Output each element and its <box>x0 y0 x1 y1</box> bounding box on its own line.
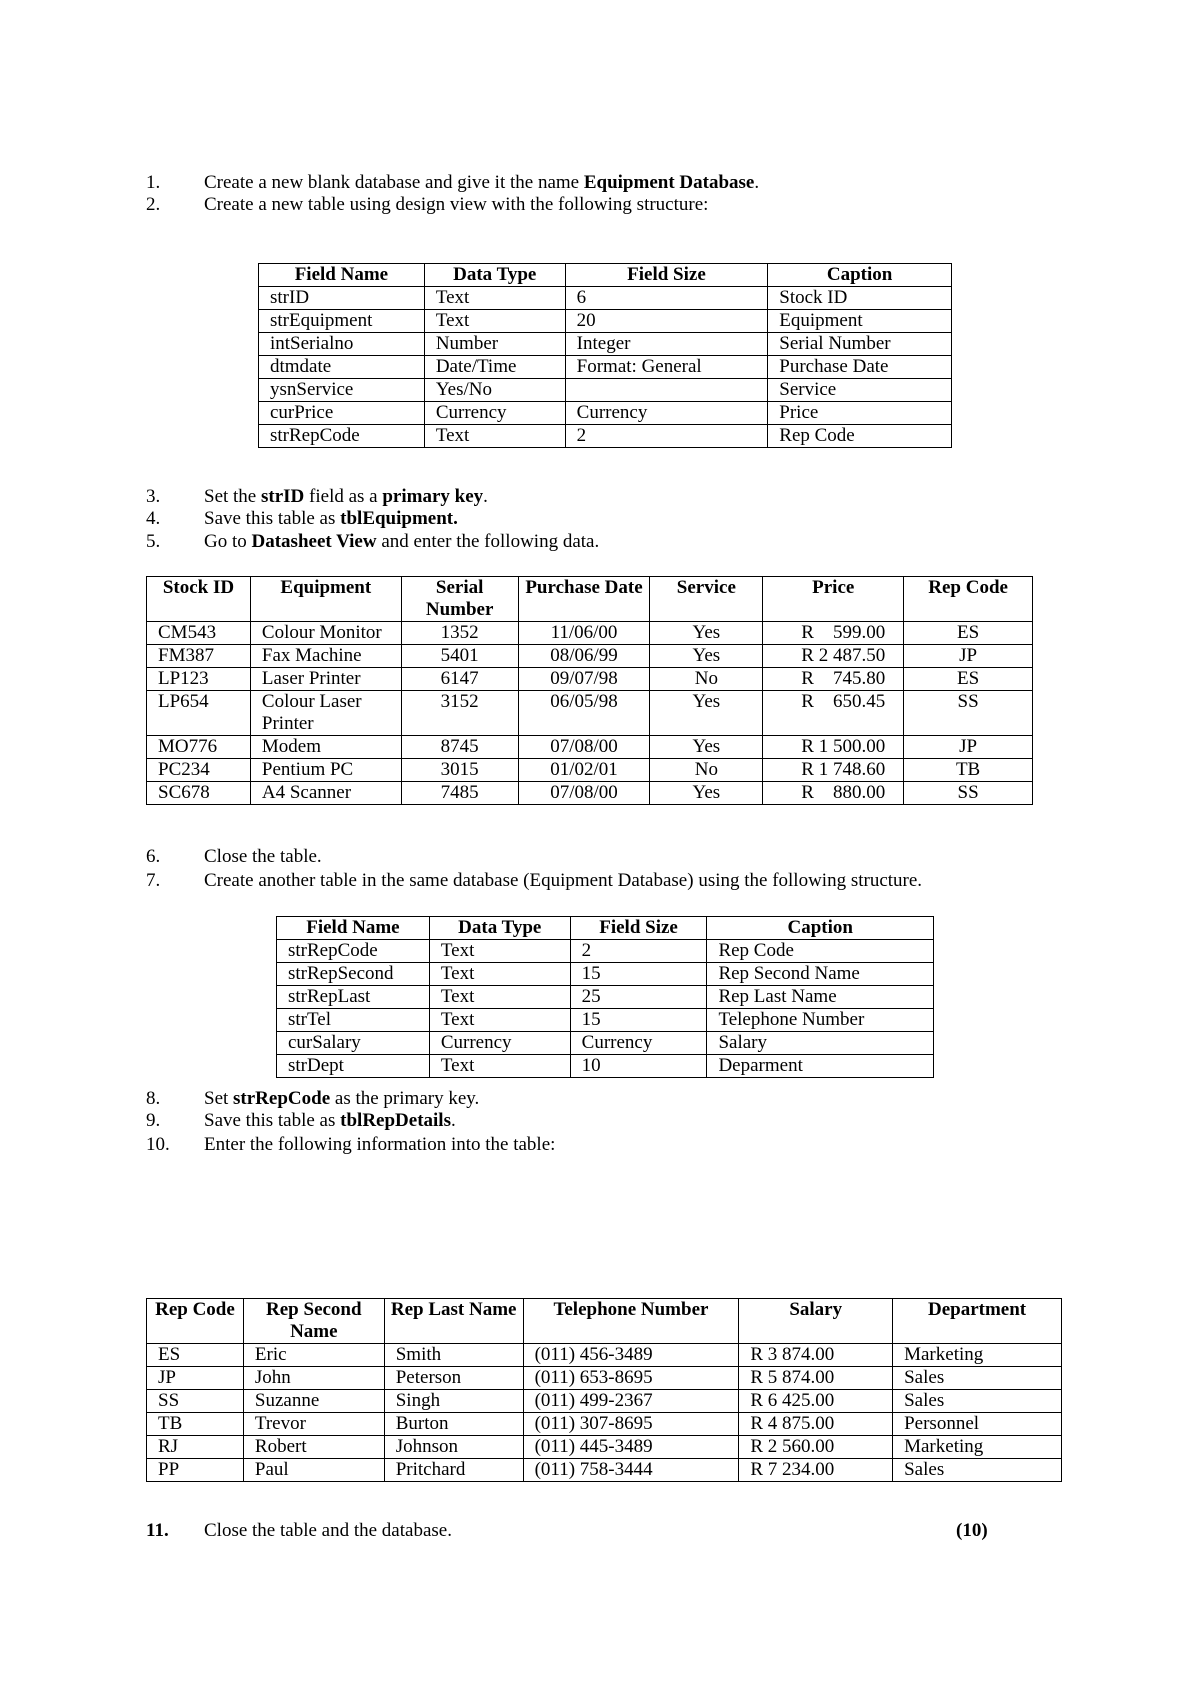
structure-table-equipment <box>258 263 952 448</box>
table-cell: PP <box>147 1459 244 1482</box>
table-cell: R 4 875.00 <box>739 1413 893 1436</box>
table-cell: Number <box>424 333 565 356</box>
table-cell: Yes <box>650 645 763 668</box>
table-cell: 2 <box>570 940 707 963</box>
step-text: Set the strID field as a primary key. <box>204 486 488 507</box>
table-row <box>147 759 1033 782</box>
table-cell: (011) 758-3444 <box>523 1459 739 1482</box>
column-header: Rep Code <box>147 1299 244 1344</box>
table-row <box>147 691 1033 736</box>
table-cell: Text <box>429 986 570 1009</box>
table-cell: Salary <box>707 1032 934 1055</box>
table-cell: dtmdate <box>259 356 425 379</box>
column-header: Salary <box>739 1299 893 1344</box>
table-cell: Suzanne <box>243 1390 384 1413</box>
table-cell: Johnson <box>384 1436 523 1459</box>
table-cell: Currency <box>429 1032 570 1055</box>
step-number: 6. <box>146 846 161 867</box>
table-cell: Yes <box>650 622 763 645</box>
table-cell: (011) 445-3489 <box>523 1436 739 1459</box>
step-number: 8. <box>146 1088 161 1109</box>
table-cell: strRepSecond <box>277 963 430 986</box>
structure-table-rep-details <box>276 916 934 1078</box>
table-cell: Marketing <box>893 1436 1062 1459</box>
table-cell: strTel <box>277 1009 430 1032</box>
table-cell <box>565 379 768 402</box>
table-cell: R 7 234.00 <box>739 1459 893 1482</box>
table-cell: R 6 425.00 <box>739 1390 893 1413</box>
table-cell: strID <box>259 287 425 310</box>
table-cell: Deparment <box>707 1055 934 1078</box>
table-cell: 15 <box>570 1009 707 1032</box>
table-cell: ES <box>904 668 1033 691</box>
table-cell: 3015 <box>401 759 518 782</box>
step-number: 1. <box>146 172 161 193</box>
table-cell: Fax Machine <box>250 645 401 668</box>
table-cell: PC234 <box>147 759 251 782</box>
column-header: Rep Last Name <box>384 1299 523 1344</box>
step-number: 2. <box>146 194 161 215</box>
table-cell: Stock ID <box>768 287 952 310</box>
table-cell: (011) 307-8695 <box>523 1413 739 1436</box>
column-header: Field Name <box>259 264 425 287</box>
step-text: Go to Datasheet View and enter the following data. <box>204 531 600 552</box>
table-cell: ES <box>904 622 1033 645</box>
table-cell: ES <box>147 1344 244 1367</box>
table-cell: 01/02/01 <box>518 759 650 782</box>
table-cell: Sales <box>893 1390 1062 1413</box>
column-header: Data Type <box>424 264 565 287</box>
table-row <box>147 1367 1062 1390</box>
table-cell: 08/06/99 <box>518 645 650 668</box>
table-cell: Rep Code <box>768 425 952 448</box>
table-cell: R 5 874.00 <box>739 1367 893 1390</box>
table-cell: strRepCode <box>277 940 430 963</box>
column-header: Rep Code <box>904 577 1033 622</box>
table-row <box>259 287 952 310</box>
table-cell: Currency <box>570 1032 707 1055</box>
table-cell: LP654 <box>147 691 251 736</box>
table-cell: Text <box>424 425 565 448</box>
table-cell: 07/08/00 <box>518 736 650 759</box>
table-cell: Text <box>424 310 565 333</box>
rep-details-data-table <box>146 1298 1062 1482</box>
table-row <box>277 963 934 986</box>
table-cell: Yes <box>650 736 763 759</box>
table-cell: RJ <box>147 1436 244 1459</box>
table-cell: SC678 <box>147 782 251 805</box>
column-header: Serial Number <box>401 577 518 622</box>
table-cell: TB <box>147 1413 244 1436</box>
table-cell: JP <box>904 736 1033 759</box>
table-cell: JP <box>904 645 1033 668</box>
table-cell: (011) 499-2367 <box>523 1390 739 1413</box>
column-header: Service <box>650 577 763 622</box>
table-cell: R 2 487.50 <box>763 645 904 668</box>
step-text: Set strRepCode as the primary key. <box>204 1088 480 1109</box>
table-cell: Peterson <box>384 1367 523 1390</box>
table-cell: Text <box>429 963 570 986</box>
column-header: Caption <box>707 917 934 940</box>
step-number: 9. <box>146 1110 161 1131</box>
table-row <box>277 986 934 1009</box>
table-cell: 10 <box>570 1055 707 1078</box>
table-cell: R 1 748.60 <box>763 759 904 782</box>
step-text: Enter the following information into the table: <box>204 1134 556 1155</box>
table-cell: John <box>243 1367 384 1390</box>
table-cell: (011) 456-3489 <box>523 1344 739 1367</box>
table-cell: Pritchard <box>384 1459 523 1482</box>
step-text: Save this table as tblRepDetails. <box>204 1110 456 1131</box>
step-text: Create a new blank database and give it the name Equipment Database. <box>204 172 760 193</box>
table-row <box>147 1344 1062 1367</box>
table-row <box>259 425 952 448</box>
table-cell: Integer <box>565 333 768 356</box>
table-row <box>147 645 1033 668</box>
column-header: Department <box>893 1299 1062 1344</box>
table-cell: FM387 <box>147 645 251 668</box>
column-header: Stock ID <box>147 577 251 622</box>
table-cell: SS <box>904 782 1033 805</box>
table-cell: Laser Printer <box>250 668 401 691</box>
table-cell: Rep Last Name <box>707 986 934 1009</box>
table-cell: 06/05/98 <box>518 691 650 736</box>
table-cell: strRepCode <box>259 425 425 448</box>
step-text: Save this table as tblEquipment. <box>204 508 458 529</box>
table-cell: No <box>650 759 763 782</box>
column-header: Data Type <box>429 917 570 940</box>
table-row <box>259 310 952 333</box>
table-cell: 20 <box>565 310 768 333</box>
table-cell: R 745.80 <box>763 668 904 691</box>
table-cell: CM543 <box>147 622 251 645</box>
step-text: Close the table. <box>204 846 322 867</box>
table-row <box>147 1413 1062 1436</box>
table-cell: Smith <box>384 1344 523 1367</box>
step-number: 11. <box>146 1520 169 1541</box>
table-cell: R 599.00 <box>763 622 904 645</box>
table-cell: 7485 <box>401 782 518 805</box>
table-cell: Text <box>429 1055 570 1078</box>
table-cell: Marketing <box>893 1344 1062 1367</box>
table-cell: strRepLast <box>277 986 430 1009</box>
table-cell: SS <box>904 691 1033 736</box>
table-cell: Format: General <box>565 356 768 379</box>
table-cell: 07/08/00 <box>518 782 650 805</box>
table-row <box>277 1009 934 1032</box>
table-cell: Equipment <box>768 310 952 333</box>
table-cell: Serial Number <box>768 333 952 356</box>
table-cell: 5401 <box>401 645 518 668</box>
table-cell: Text <box>424 287 565 310</box>
table-row <box>147 736 1033 759</box>
table-cell: Sales <box>893 1459 1062 1482</box>
table-cell: Singh <box>384 1390 523 1413</box>
column-header: Field Name <box>277 917 430 940</box>
column-header: Field Size <box>570 917 707 940</box>
table-cell: R 650.45 <box>763 691 904 736</box>
column-header: Equipment <box>250 577 401 622</box>
table-cell: 15 <box>570 963 707 986</box>
table-cell: Price <box>768 402 952 425</box>
table-cell: Yes <box>650 691 763 736</box>
column-header: Telephone Number <box>523 1299 739 1344</box>
table-cell: curPrice <box>259 402 425 425</box>
step-number: 5. <box>146 531 161 552</box>
table-cell: 8745 <box>401 736 518 759</box>
table-cell: 3152 <box>401 691 518 736</box>
table-row <box>259 402 952 425</box>
step-number: 4. <box>146 508 161 529</box>
table-cell: Colour Monitor <box>250 622 401 645</box>
table-cell: intSerialno <box>259 333 425 356</box>
table-cell: Date/Time <box>424 356 565 379</box>
table-cell: 1352 <box>401 622 518 645</box>
step-number: 7. <box>146 870 161 891</box>
table-cell: Robert <box>243 1436 384 1459</box>
table-cell: Purchase Date <box>768 356 952 379</box>
table-cell: Eric <box>243 1344 384 1367</box>
table-cell: Yes/No <box>424 379 565 402</box>
table-cell: Rep Code <box>707 940 934 963</box>
table-cell: 6 <box>565 287 768 310</box>
table-cell: 25 <box>570 986 707 1009</box>
header-row <box>259 264 952 287</box>
table-cell: Text <box>429 1009 570 1032</box>
table-row <box>277 940 934 963</box>
marks: (10) <box>956 1520 988 1541</box>
table-cell: Text <box>429 940 570 963</box>
table-row <box>147 668 1033 691</box>
table-row <box>147 1390 1062 1413</box>
table-row <box>259 333 952 356</box>
table-cell: TB <box>904 759 1033 782</box>
table-row <box>147 1459 1062 1482</box>
column-header: Field Size <box>565 264 768 287</box>
table-cell: 2 <box>565 425 768 448</box>
table-cell: Trevor <box>243 1413 384 1436</box>
step-text: Create a new table using design view with the following structure: <box>204 194 709 215</box>
table-cell: curSalary <box>277 1032 430 1055</box>
table-cell: Personnel <box>893 1413 1062 1436</box>
table-cell: SS <box>147 1390 244 1413</box>
header-row <box>147 1299 1062 1344</box>
table-cell: Paul <box>243 1459 384 1482</box>
table-cell: Colour Laser Printer <box>250 691 401 736</box>
table-cell: Sales <box>893 1367 1062 1390</box>
column-header: Purchase Date <box>518 577 650 622</box>
table-cell: Burton <box>384 1413 523 1436</box>
table-row <box>147 1436 1062 1459</box>
table-cell: (011) 653-8695 <box>523 1367 739 1390</box>
table-cell: Rep Second Name <box>707 963 934 986</box>
step-text: Close the table and the database. <box>204 1520 452 1541</box>
table-cell: Yes <box>650 782 763 805</box>
table-cell: R 2 560.00 <box>739 1436 893 1459</box>
table-row <box>259 356 952 379</box>
table-cell: strEquipment <box>259 310 425 333</box>
table-cell: Pentium PC <box>250 759 401 782</box>
table-cell: strDept <box>277 1055 430 1078</box>
header-row <box>147 577 1033 622</box>
step-text: Create another table in the same database (Equipment Database) using the following structure. <box>204 870 923 891</box>
table-cell: 6147 <box>401 668 518 691</box>
header-row <box>277 917 934 940</box>
table-cell: Service <box>768 379 952 402</box>
table-cell: Currency <box>565 402 768 425</box>
column-header: Price <box>763 577 904 622</box>
table-cell: MO776 <box>147 736 251 759</box>
equipment-data-table <box>146 576 1033 805</box>
table-cell: 11/06/00 <box>518 622 650 645</box>
table-cell: Currency <box>424 402 565 425</box>
table-cell: Telephone Number <box>707 1009 934 1032</box>
column-header: Caption <box>768 264 952 287</box>
step-number: 10. <box>146 1134 170 1155</box>
table-cell: 09/07/98 <box>518 668 650 691</box>
table-cell: No <box>650 668 763 691</box>
table-cell: Modem <box>250 736 401 759</box>
table-row <box>147 782 1033 805</box>
table-cell: ysnService <box>259 379 425 402</box>
column-header: Rep Second Name <box>243 1299 384 1344</box>
table-cell: JP <box>147 1367 244 1390</box>
table-cell: A4 Scanner <box>250 782 401 805</box>
table-cell: R 1 500.00 <box>763 736 904 759</box>
table-cell: LP123 <box>147 668 251 691</box>
table-cell: R 880.00 <box>763 782 904 805</box>
table-row <box>259 379 952 402</box>
table-row <box>277 1032 934 1055</box>
table-cell: R 3 874.00 <box>739 1344 893 1367</box>
table-row <box>277 1055 934 1078</box>
table-row <box>147 622 1033 645</box>
step-number: 3. <box>146 486 161 507</box>
